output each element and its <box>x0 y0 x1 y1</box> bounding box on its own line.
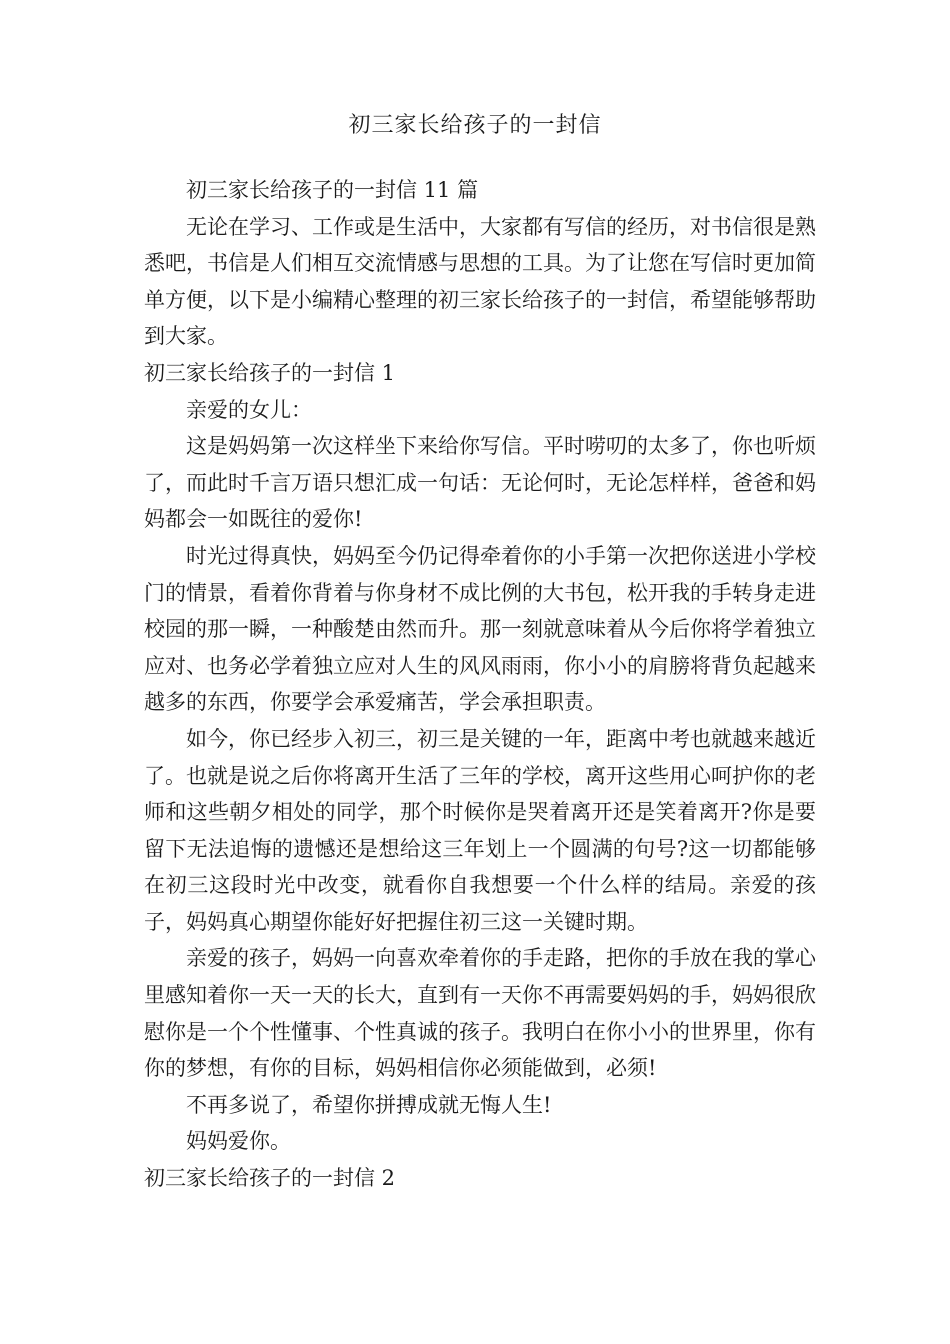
section-heading-1: 初三家长给孩子的一封信 1 <box>144 360 396 385</box>
letter-paragraph: 时光过得真快，妈妈至今仍记得牵着你的小手第一次把你送进小学校门的情景，看着你背着与你身材不成比例的大书包，松开我的手转身走进校园的那一瞬，一种酸楚由然而升。那一刻就意味着从今后你将学着独立应对、也务必学着独立应对人生的风风雨雨，你小小的肩膀将背负起越来越多的东西，你要学会承爱痛苦，学会承担职责。 <box>144 543 816 715</box>
document-title: 初三家长给孩子的一封信 <box>348 113 602 138</box>
letter-paragraph: 不再多说了，希望你拼搏成就无悔人生! <box>186 1092 552 1117</box>
intro-paragraph: 无论在学习、工作或是生活中，大家都有写信的经历，对书信很是熟悉吧，书信是人们相互交流情感与思想的工具。为了让您在写信时更加简单方便，以下是小编精心整理的初三家长给孩子的一封信，希望能够帮助到大家。 <box>144 214 816 349</box>
letter-salutation: 亲爱的女儿： <box>186 397 312 422</box>
section-heading-2: 初三家长给孩子的一封信 2 <box>144 1166 396 1191</box>
letter-closing: 妈妈爱你。 <box>186 1129 291 1154</box>
document-subtitle: 初三家长给孩子的一封信 11 篇 <box>186 178 479 202</box>
letter-paragraph: 如今，你已经步入初三，初三是关键的一年，距离中考也就越来越近了。也就是说之后你将离开生活了三年的学校，离开这些用心呵护你的老师和这些朝夕相处的同学，那个时候你是哭着离开还是笑着离开?你是要留下无法追悔的遗憾还是想给这三年划上一个圆满的句号?这一切都能够在初三这段时光中改变，就看你自我想要一个什么样的结局。亲爱的孩子，妈妈真心期望你能好好把握住初三这一关键时期。 <box>144 726 816 934</box>
document-body <box>144 172 816 1197</box>
letter-paragraph: 这是妈妈第一次这样坐下来给你写信。平时唠叨的太多了，你也听烦了，而此时千言万语只想汇成一句话：无论何时，无论怎样样，爸爸和妈妈都会一如既往的爱你! <box>144 434 816 532</box>
letter-paragraph: 亲爱的孩子，妈妈一向喜欢牵着你的手走路，把你的手放在我的掌心里感知着你一天一天的长大，直到有一天你不再需要妈妈的手，妈妈很欣慰你是一个个性懂事、个性真诚的孩子。我明白在你小小的世界里，你有你的梦想，有你的目标，妈妈相信你必须能做到，必须! <box>144 946 816 1081</box>
